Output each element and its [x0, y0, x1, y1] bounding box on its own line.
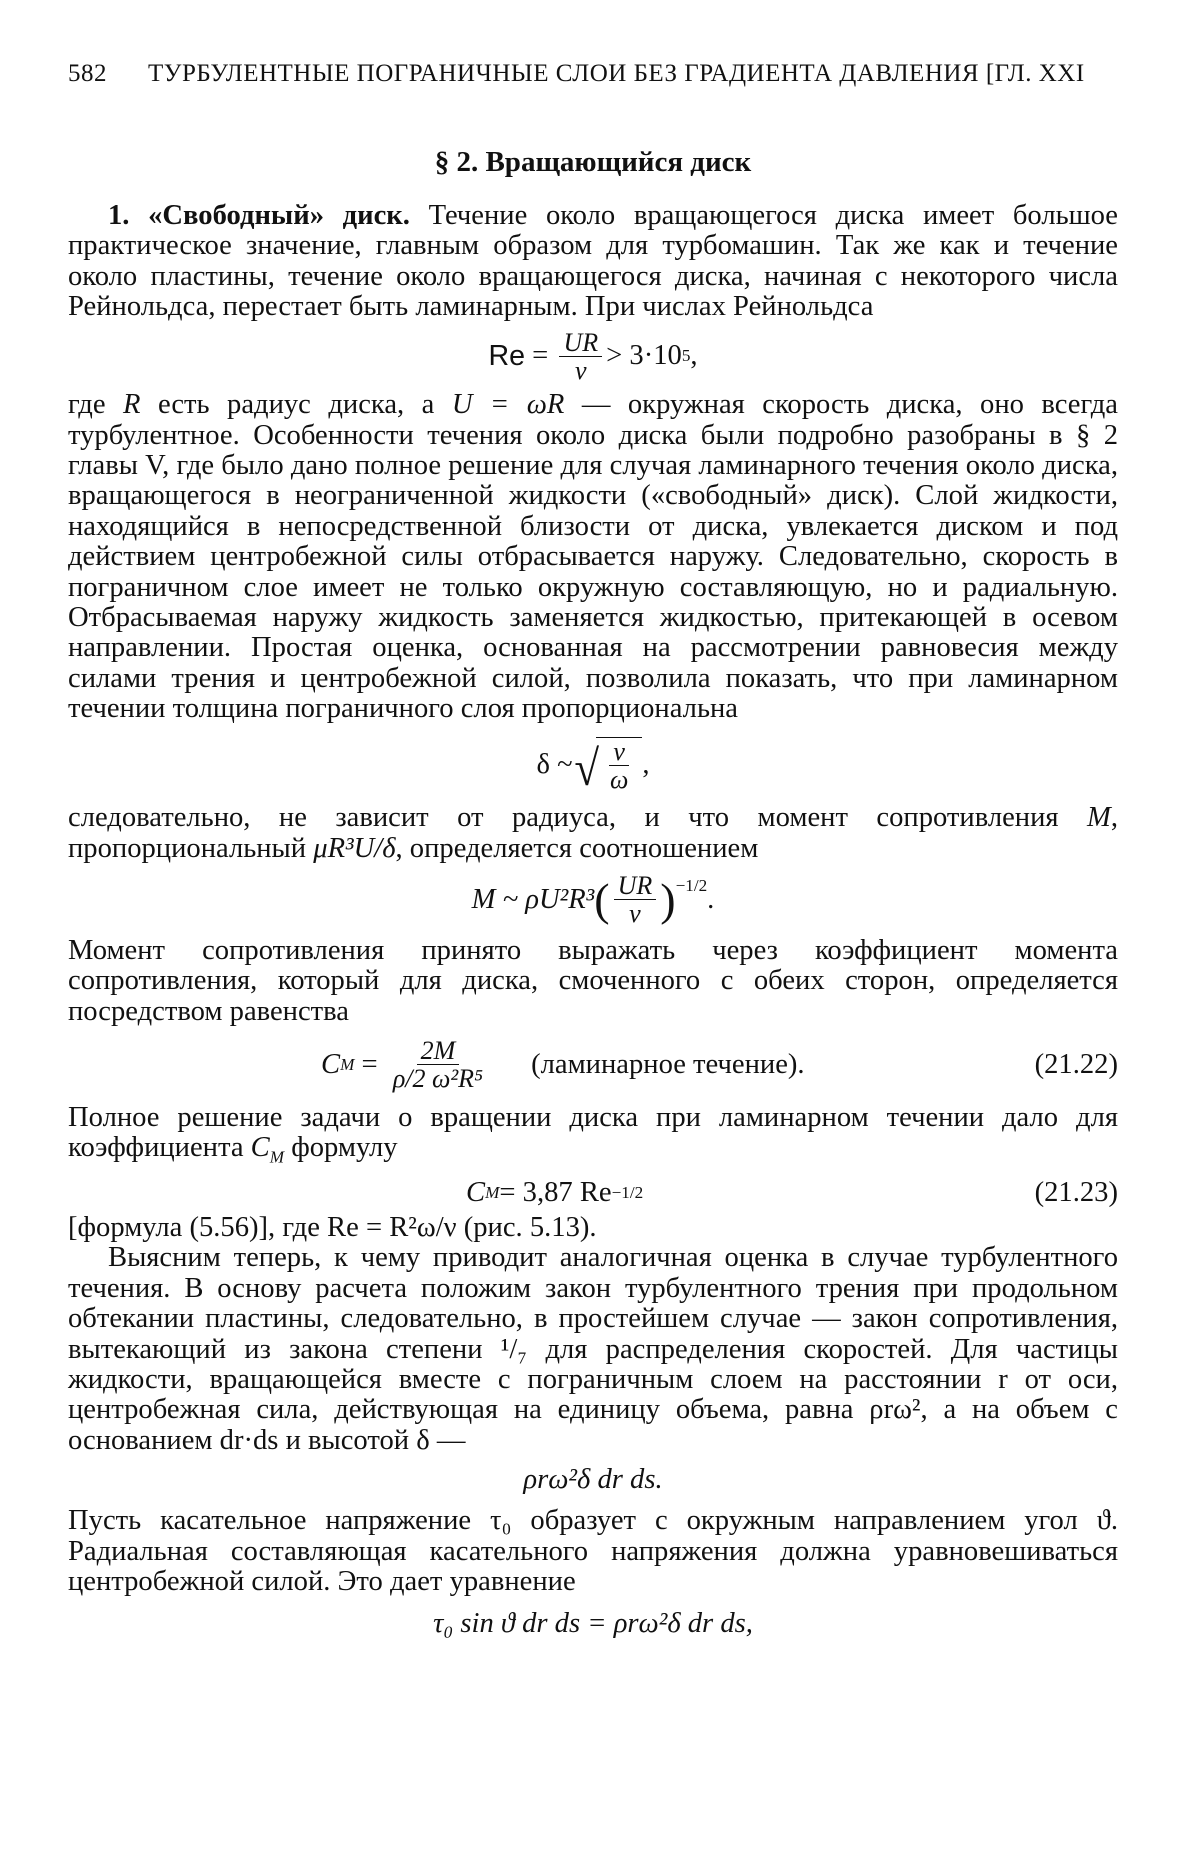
paragraph-6: [формула (5.56)], где Re = R²ω/ν (рис. 5.13). [68, 1212, 597, 1244]
page-number: 582 [68, 60, 107, 87]
paragraph-1 [68, 201, 1118, 323]
eq-delta-fraction: $\frac{\nu}{\omega}$ [610, 736, 629, 794]
eq-number-21-23: (21.23) [1034, 1177, 1118, 1209]
eq-2122-fraction: $\frac{2M}{\text{ρ/2 ω²R⁵}}$ [392, 1035, 484, 1094]
page [68, 60, 1118, 1640]
running-title: ТУРБУЛЕНТНЫЕ ПОГРАНИЧНЫЕ СЛОИ БЕЗ ГРАДИЕНТА ДАВЛЕНИЯ [ГЛ. XXI [148, 60, 1085, 87]
eq-re-rhs: > 3·10 [606, 340, 682, 372]
equation-centrifugal: ρrω²δ dr ds. [523, 1464, 663, 1496]
running-head [68, 60, 1118, 88]
expr-mu: μR³U/δ [313, 832, 396, 864]
eq-m-lhs: M ~ ρU²R³ [471, 883, 595, 915]
section-title: § 2. Вращающийся диск [434, 146, 752, 178]
equation-21-23: C M = 3,87 Re −1/2 (21.23) [466, 1177, 1118, 1209]
sqrt-symbol: √ $\frac{\nu}{\omega}$ [573, 737, 643, 794]
eq-2122-note: (ламинарное течение). [531, 1048, 805, 1080]
eq-re-den: ν [575, 355, 587, 385]
eq-re-exp: 5 [681, 346, 691, 366]
symbol-M: M [1087, 802, 1111, 834]
eq-re-lhs: Re [488, 339, 526, 372]
symbol-U: U = ωR [451, 389, 565, 421]
paragraph-8: Пусть касательное напряжение τ₀ образует с окружным направлением угол ϑ. Радиальная составляющая касательного напряжения должна уравновешиваться центробежной силой. Это дает уравнение [68, 1505, 1118, 1598]
paragraph-1-text: Течение около вращающегося диска имеет большое практическое значение, главным образом для турбомашин. Так же как и течение около пластины, течение около вращающегося диска, начиная с некоторого числа Рейнольдса, перестает быть ламинарным. При числах Рейнольдса [68, 200, 1118, 323]
equation-reynolds: Re = $\frac{UR}{\nu}$ > 3·10 5 , [488, 327, 698, 385]
eq-re-num: UR [559, 329, 602, 357]
paragraph-7: Выясним теперь, к чему приводит аналогичная оценка в случае турбулентного течения. В основу расчета положим закон турбулентного трения при продольном обтекании пластины, следовательно, в простейшем случае — закон сопротивления, вытекающий из закона степени ¹/₇ для распределения скоростей. Для частицы жидкости, вращающейся вместе с пограничным слоем на расстоянии r от оси, центробежная сила, действующая на единицу объема, равна ρrω², а на объем с основанием dr·ds и высотой δ — [68, 1242, 1118, 1456]
paragraph-4: Момент сопротивления принято выражать через коэффициент момента сопротивления, который для диска, смоченного с обеих сторон, определяется посредством равенства [68, 934, 1118, 1027]
equation-balance: τ₀ sin ϑ dr ds = ρrω²δ dr ds, [433, 1607, 753, 1639]
subsection-heading: 1. «Свободный» диск. [108, 200, 410, 231]
eq-m-exp: −1/2 [675, 876, 708, 896]
eq-re-fraction [559, 329, 602, 385]
paragraph-5: Полное решение задачи о вращении диска при ламинарном течении дало для коэффициента $C_M$ формулу [68, 1101, 1118, 1167]
equation-21-22: C M = $\frac{2M}{\text{ρ/2 ω²R⁵}}$ (ламинарное течение). (21.22) [321, 1035, 1118, 1094]
eq-m-fraction: $\frac{UR}{\nu}$ [614, 872, 657, 928]
eq-re-tail: , [690, 340, 698, 372]
equation-moment: M ~ ρU²R³ ( $\frac{UR}{\nu}$ ) $^{-1/2}$ . [471, 871, 715, 929]
eq-delta-lhs: δ ~ [536, 748, 573, 780]
symbol-R: R [123, 389, 141, 421]
paragraph-3: следовательно, не зависит от радиуса, и что момент сопротивления M, пропорциональный μR³U/δ, определяется соотношением [68, 802, 1118, 864]
equation-delta: δ ~ √ $\frac{\nu}{\omega}$ , [536, 736, 650, 797]
eq-number-21-22: (21.22) [1034, 1048, 1118, 1080]
paragraph-2: где R есть радиус диска, а U = ωR — окружная скорость диска, оно всегда турбулентное. Особенности течения около диска были подробно разобраны в § 2 главы V, где было дано полное решение для случая ламинарного течения около диска, вращающегося в неограниченной жидкости («свободный» диск). Слой жидкости, находящийся в непосредственной близости от диска, увлекается диском и под действием центробежной силы отбрасывается наружу. Следовательно, скорость в пограничном слое имеет не только окружную составляющую, но и радиальную. Отбрасываемая наружу жидкость заменяется жидкостью, притекающей в осевом направлении. Простая оценка, основанная на рассмотрении равновесия между силами трения и центробежной силой, позволила показать, что при ламинарном течении толщина пограничного слоя пропорциональна [68, 389, 1118, 725]
